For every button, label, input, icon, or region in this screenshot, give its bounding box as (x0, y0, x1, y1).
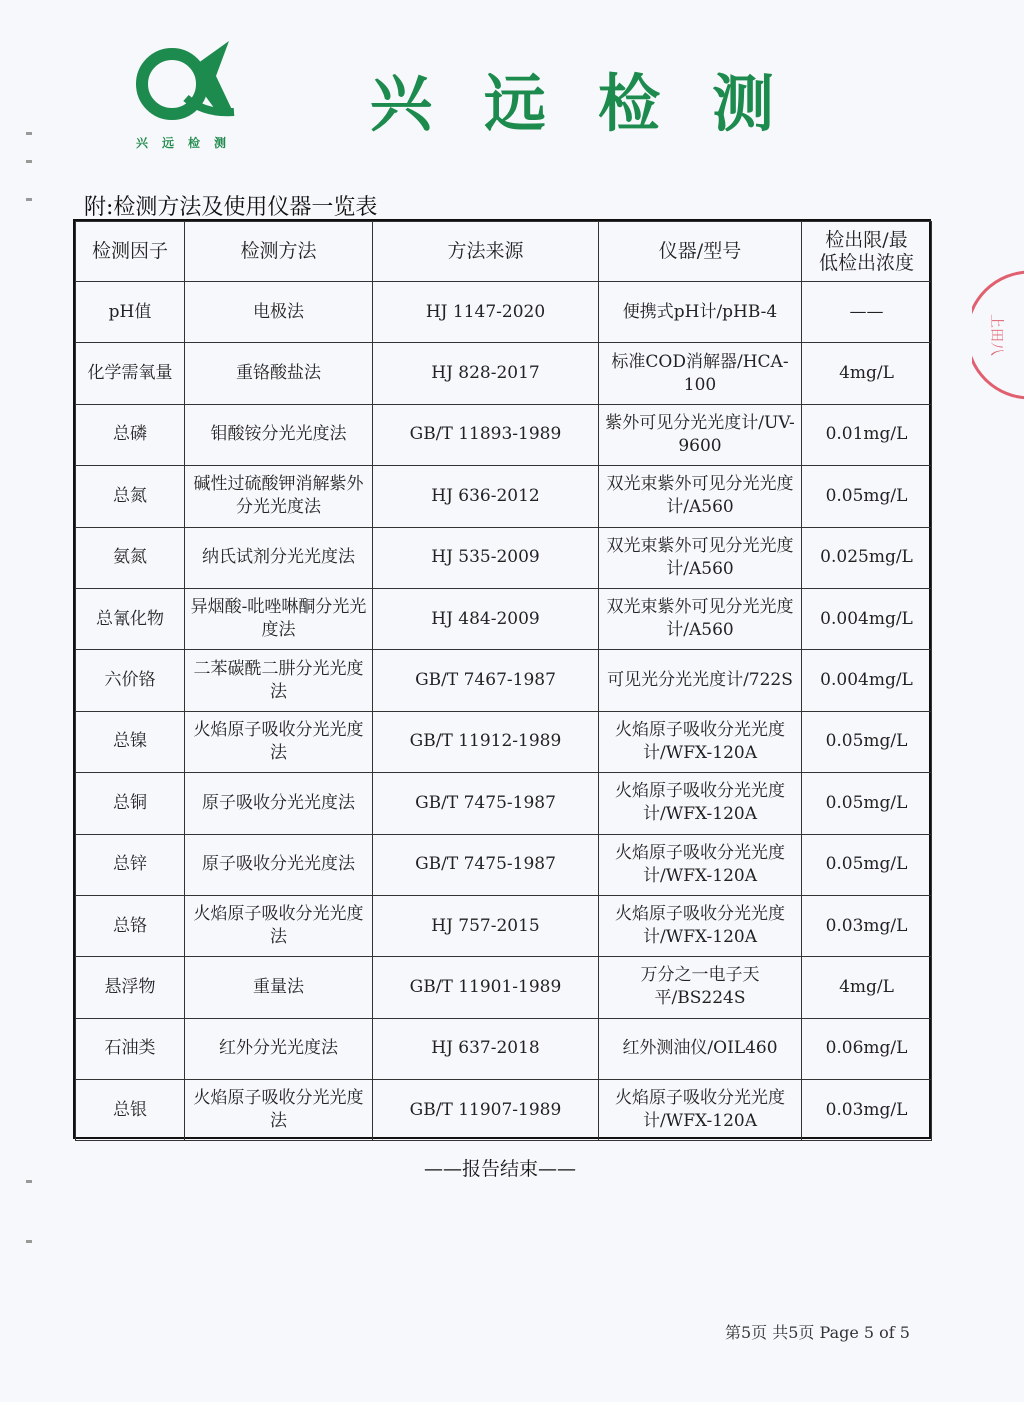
cell-source: HJ 636-2012 (373, 466, 599, 527)
column-header-source: 方法来源 (373, 222, 599, 282)
table-row (76, 834, 932, 895)
table-row (76, 895, 932, 956)
red-seal-stamp (972, 268, 1024, 402)
cell-source: HJ 1147-2020 (373, 282, 599, 343)
cell-limit: 0.03mg/L (802, 895, 932, 956)
table-row (76, 404, 932, 465)
cell-method: 电极法 (185, 282, 373, 343)
cell-source: GB/T 11907-1989 (373, 1080, 599, 1141)
cell-limit: —— (802, 282, 932, 343)
cell-factor: 化学需氧量 (76, 343, 185, 404)
binding-mark (26, 132, 32, 135)
cell-source: GB/T 11912-1989 (373, 711, 599, 772)
table-header-row (76, 222, 932, 282)
cell-instrument: 双光束紫外可见分光光度计/A560 (599, 588, 802, 649)
cell-method: 火焰原子吸收分光光度法 (185, 1080, 373, 1141)
cell-source: GB/T 7467-1987 (373, 650, 599, 711)
page-number: 第5页 共5页 Page 5 of 5 (724, 1323, 910, 1342)
cell-instrument: 双光束紫外可见分光光度计/A560 (599, 527, 802, 588)
table-row (76, 1018, 932, 1079)
cell-method: 二苯碳酰二肼分光光度法 (185, 650, 373, 711)
cell-instrument: 万分之一电子天平/BS224S (599, 957, 802, 1018)
cell-factor: 总氮 (76, 466, 185, 527)
cell-instrument: 可见光分光光度计/722S (599, 650, 802, 711)
cell-factor: 总铬 (76, 895, 185, 956)
svg-text:上田八: 上田八 (988, 314, 1004, 356)
cell-limit: 4mg/L (802, 343, 932, 404)
cell-factor: 总氰化物 (76, 588, 185, 649)
table-row (76, 282, 932, 343)
cell-method: 火焰原子吸收分光光度法 (185, 895, 373, 956)
binding-mark (26, 1240, 32, 1243)
cell-limit: 0.05mg/L (802, 834, 932, 895)
cell-instrument: 双光束紫外可见分光光度计/A560 (599, 466, 802, 527)
cell-instrument: 标准COD消解器/HCA-100 (599, 343, 802, 404)
cell-instrument: 红外测油仪/OIL460 (599, 1018, 802, 1079)
cell-limit: 0.025mg/L (802, 527, 932, 588)
cell-method: 重量法 (185, 957, 373, 1018)
binding-mark (26, 198, 32, 201)
cell-source: GB/T 7475-1987 (373, 834, 599, 895)
cell-method: 火焰原子吸收分光光度法 (185, 711, 373, 772)
cell-source: HJ 828-2017 (373, 343, 599, 404)
column-header-instrument: 仪器/型号 (599, 222, 802, 282)
column-header-method: 检测方法 (185, 222, 373, 282)
binding-mark (26, 160, 32, 163)
cell-limit: 0.05mg/L (802, 773, 932, 834)
cell-instrument: 便携式pH计/pHB-4 (599, 282, 802, 343)
column-header-limit: 检出限/最低检出浓度 (802, 222, 932, 282)
cell-limit: 0.004mg/L (802, 650, 932, 711)
cell-source: HJ 757-2015 (373, 895, 599, 956)
cell-method: 原子吸收分光光度法 (185, 773, 373, 834)
table-row (76, 527, 932, 588)
cell-method: 红外分光光度法 (185, 1018, 373, 1079)
cell-instrument: 火焰原子吸收分光光度计/WFX-120A (599, 895, 802, 956)
cell-method: 纳氏试剂分光光度法 (185, 527, 373, 588)
cell-source: GB/T 7475-1987 (373, 773, 599, 834)
logo-caption: 兴远检测 (136, 136, 241, 150)
cell-method: 异烟酸-吡唑啉酮分光光度法 (185, 588, 373, 649)
cell-limit: 0.05mg/L (802, 466, 932, 527)
cell-instrument: 紫外可见分光光度计/UV-9600 (599, 404, 802, 465)
cell-factor: pH值 (76, 282, 185, 343)
cell-factor: 总锌 (76, 834, 185, 895)
methods-table-frame (73, 219, 931, 1139)
cell-factor: 六价铬 (76, 650, 185, 711)
cell-factor: 石油类 (76, 1018, 185, 1079)
cell-limit: 0.004mg/L (802, 588, 932, 649)
cell-method: 碱性过硫酸钾消解紫外分光光度法 (185, 466, 373, 527)
table-row (76, 588, 932, 649)
table-row (76, 1080, 932, 1141)
cell-limit: 4mg/L (802, 957, 932, 1018)
methods-table (75, 221, 932, 1141)
table-row (76, 711, 932, 772)
cell-factor: 总磷 (76, 404, 185, 465)
cell-factor: 总铜 (76, 773, 185, 834)
report-end-text: ——报告结束—— (423, 1158, 576, 1180)
table-row (76, 773, 932, 834)
cell-method: 原子吸收分光光度法 (185, 834, 373, 895)
cell-source: HJ 637-2018 (373, 1018, 599, 1079)
cell-instrument: 火焰原子吸收分光光度计/WFX-120A (599, 711, 802, 772)
cell-instrument: 火焰原子吸收分光光度计/WFX-120A (599, 773, 802, 834)
cell-factor: 氨氮 (76, 527, 185, 588)
cell-source: HJ 484-2009 (373, 588, 599, 649)
cell-limit: 0.05mg/L (802, 711, 932, 772)
cell-limit: 0.01mg/L (802, 404, 932, 465)
table-row (76, 466, 932, 527)
cell-source: GB/T 11901-1989 (373, 957, 599, 1018)
cell-instrument: 火焰原子吸收分光光度计/WFX-120A (599, 834, 802, 895)
document-heading: 附:检测方法及使用仪器一览表 (84, 195, 378, 220)
brand-title: 兴远检测 (370, 67, 827, 140)
cell-source: HJ 535-2009 (373, 527, 599, 588)
cell-factor: 总镍 (76, 711, 185, 772)
table-row (76, 650, 932, 711)
table-row (76, 343, 932, 404)
cell-source: GB/T 11893-1989 (373, 404, 599, 465)
cell-instrument: 火焰原子吸收分光光度计/WFX-120A (599, 1080, 802, 1141)
cell-limit: 0.03mg/L (802, 1080, 932, 1141)
cell-factor: 总银 (76, 1080, 185, 1141)
cell-limit: 0.06mg/L (802, 1018, 932, 1079)
column-header-factor: 检测因子 (76, 222, 185, 282)
cell-factor: 悬浮物 (76, 957, 185, 1018)
cell-method: 钼酸铵分光光度法 (185, 404, 373, 465)
table-row (76, 957, 932, 1018)
cell-method: 重铬酸盐法 (185, 343, 373, 404)
